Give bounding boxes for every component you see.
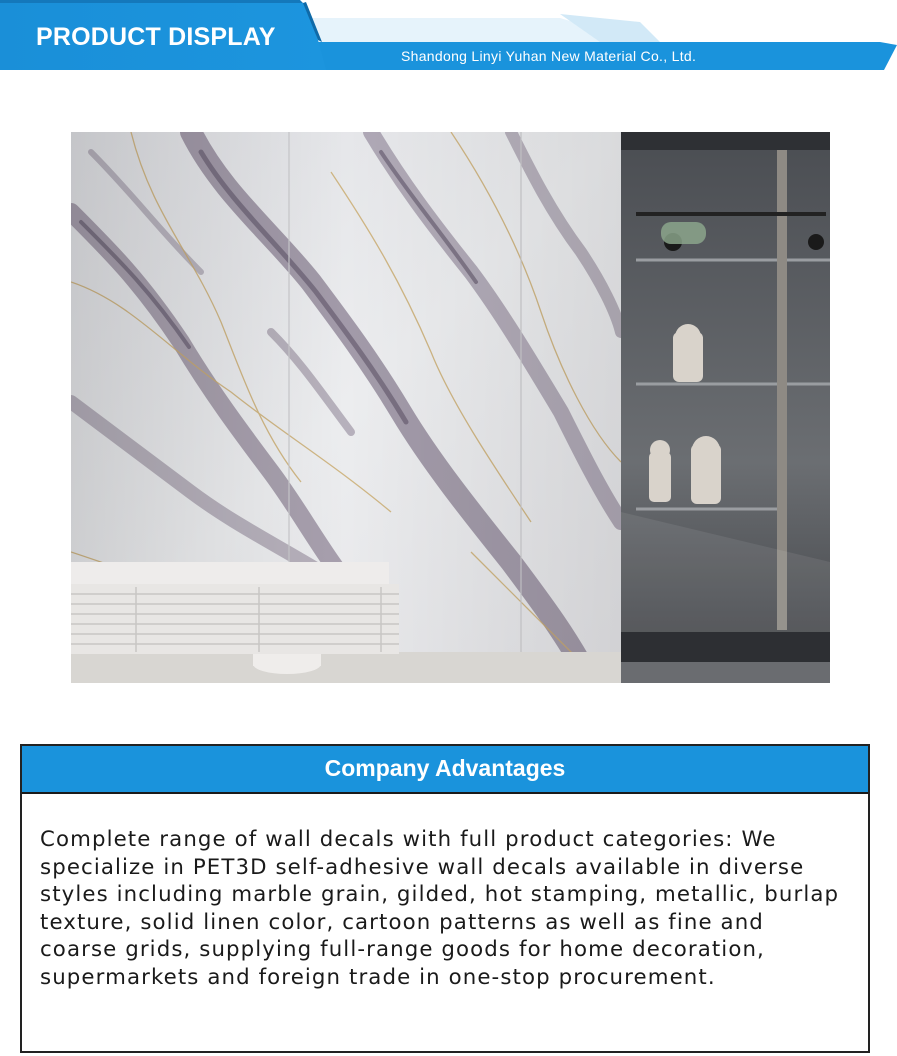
advantages-title: Company Advantages (324, 755, 566, 781)
advantages-description: Complete range of wall decals with full product categories: We specialize in PET3D self-adhesive wall decals available in diverse styles including marble grain, gilded, hot stamping, metallic, burlap texture, solid linen color, cartoon patterns as well as fine and coarse grids, supplying full-range goods for home decoration, supermarkets and foreign trade in one-stop procurement. (40, 827, 840, 990)
company-advantages-panel (20, 744, 870, 1053)
advantages-header (22, 746, 868, 794)
company-name: Shandong Linyi Yuhan New Material Co., Ltd. (401, 48, 697, 64)
page-title: PRODUCT DISPLAY (36, 23, 276, 51)
header-banner (0, 0, 897, 75)
product-photo (71, 132, 830, 683)
marble-wall-scene (71, 132, 830, 683)
